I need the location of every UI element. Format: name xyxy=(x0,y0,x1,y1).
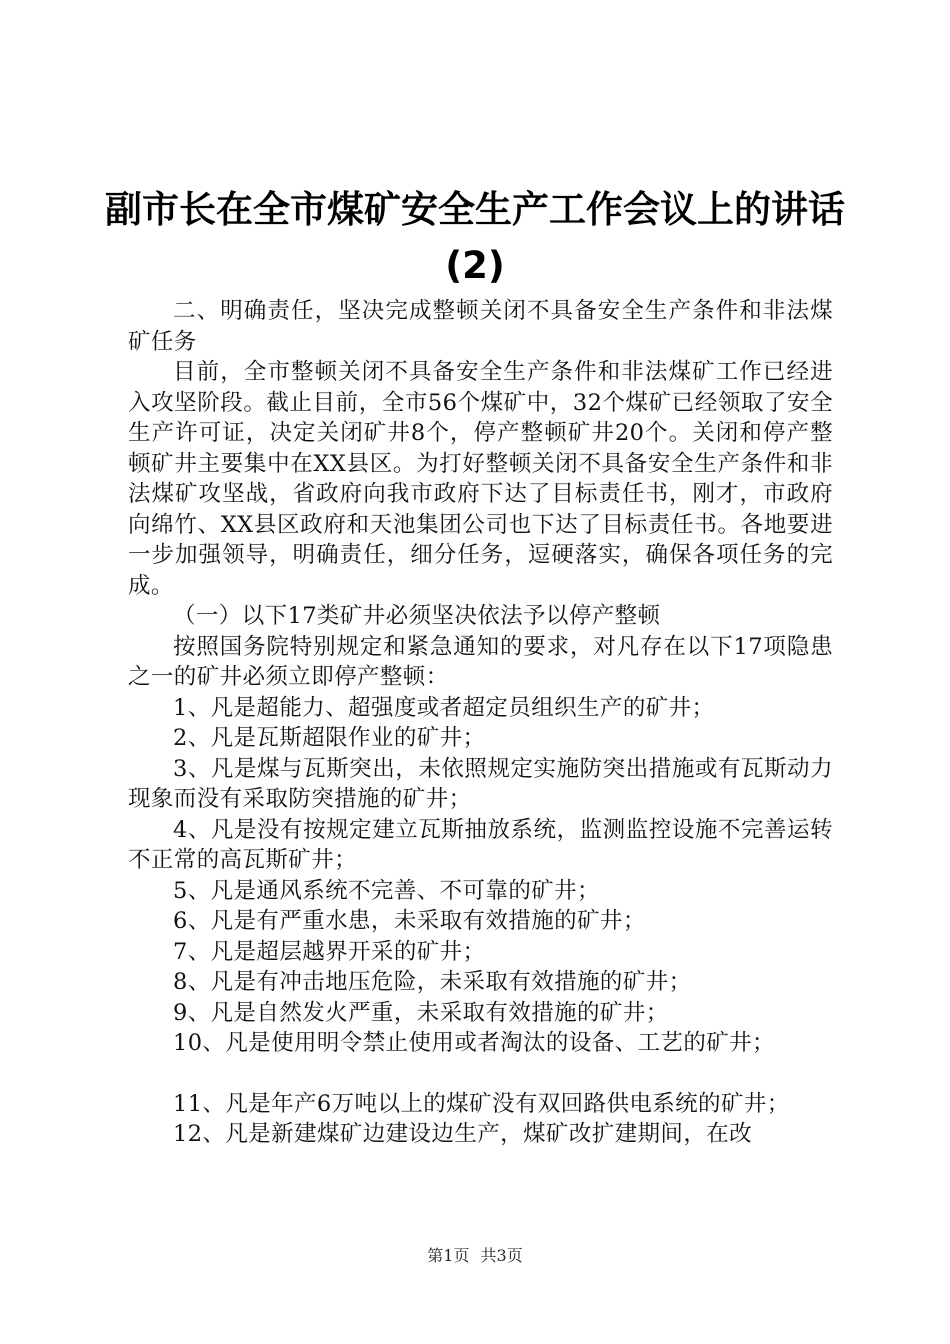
list-item: 1、凡是超能力、超强度或者超定员组织生产的矿井； xyxy=(173,694,715,721)
list-item: 4、凡是没有按规定建立瓦斯抽放系统，监测监控设施不完善运转不正常的高瓦斯矿井； xyxy=(128,816,833,873)
paragraph: 按照国务院特别规定和紧急通知的要求，对凡存在以下17项隐患之一的矿井必须立即停产整顿： xyxy=(128,633,833,690)
list-item: 8、凡是有冲击地压危险，未采取有效措施的矿井； xyxy=(173,969,692,995)
page-footer xyxy=(0,1246,950,1266)
page-total: 共3页 xyxy=(480,1246,523,1265)
list-item: 7、凡是超层越界开采的矿井； xyxy=(173,938,486,965)
subsection-heading: （一）以下17类矿井必须坚决依法予以停产整顿 xyxy=(173,603,661,629)
list-item: 6、凡是有严重水患，未采取有效措施的矿井； xyxy=(173,908,646,934)
section-heading: 二、明确责任，坚决完成整顿关闭不具备安全生产条件和非法煤矿任务 xyxy=(128,298,833,355)
list-item: 9、凡是自然发火严重，未采取有效措施的矿井； xyxy=(173,999,669,1026)
spacer xyxy=(128,1059,833,1089)
page-number: 第1页 xyxy=(427,1246,470,1265)
list-item: 3、凡是煤与瓦斯突出，未依照规定实施防突出措施或有瓦斯动力现象而没有采取防突措施的矿井； xyxy=(128,755,833,812)
document-body xyxy=(128,296,833,1150)
list-item: 10、凡是使用明令禁止使用或者淘汰的设备、工艺的矿井； xyxy=(173,1030,775,1056)
document-title: 副市长在全市煤矿安全生产工作会议上的讲话 xyxy=(105,188,845,231)
paragraph: 目前，全市整顿关闭不具备安全生产条件和非法煤矿工作已经进入攻坚阶段。截止目前，全市56个煤矿中，32个煤矿已经领取了安全生产许可证，决定关闭矿井8个，停产整顿矿井20个。关闭和停产整顿矿井主要集中在XX县区。为打好整顿关闭不具备安全生产条件和非法煤矿攻坚战，省政府向我市政府下达了目标责任书，刚才，市政府向绵竹、XX县区政府和天池集团公司也下达了目标责任书。各地要进一步加强领导，明确责任，细分任务，逗硬落实，确保各项任务的完成。 xyxy=(128,359,833,599)
document-title-suffix: (2) xyxy=(445,244,505,287)
list-item: 2、凡是瓦斯超限作业的矿井； xyxy=(173,725,486,751)
list-item: 11、凡是年产6万吨以上的煤矿没有双回路供电系统的矿井； xyxy=(173,1090,790,1117)
list-item: 5、凡是通风系统不完善、不可靠的矿井； xyxy=(173,877,600,904)
list-item: 12、凡是新建煤矿边建设边生产，煤矿改扩建期间，在改 xyxy=(173,1121,753,1147)
